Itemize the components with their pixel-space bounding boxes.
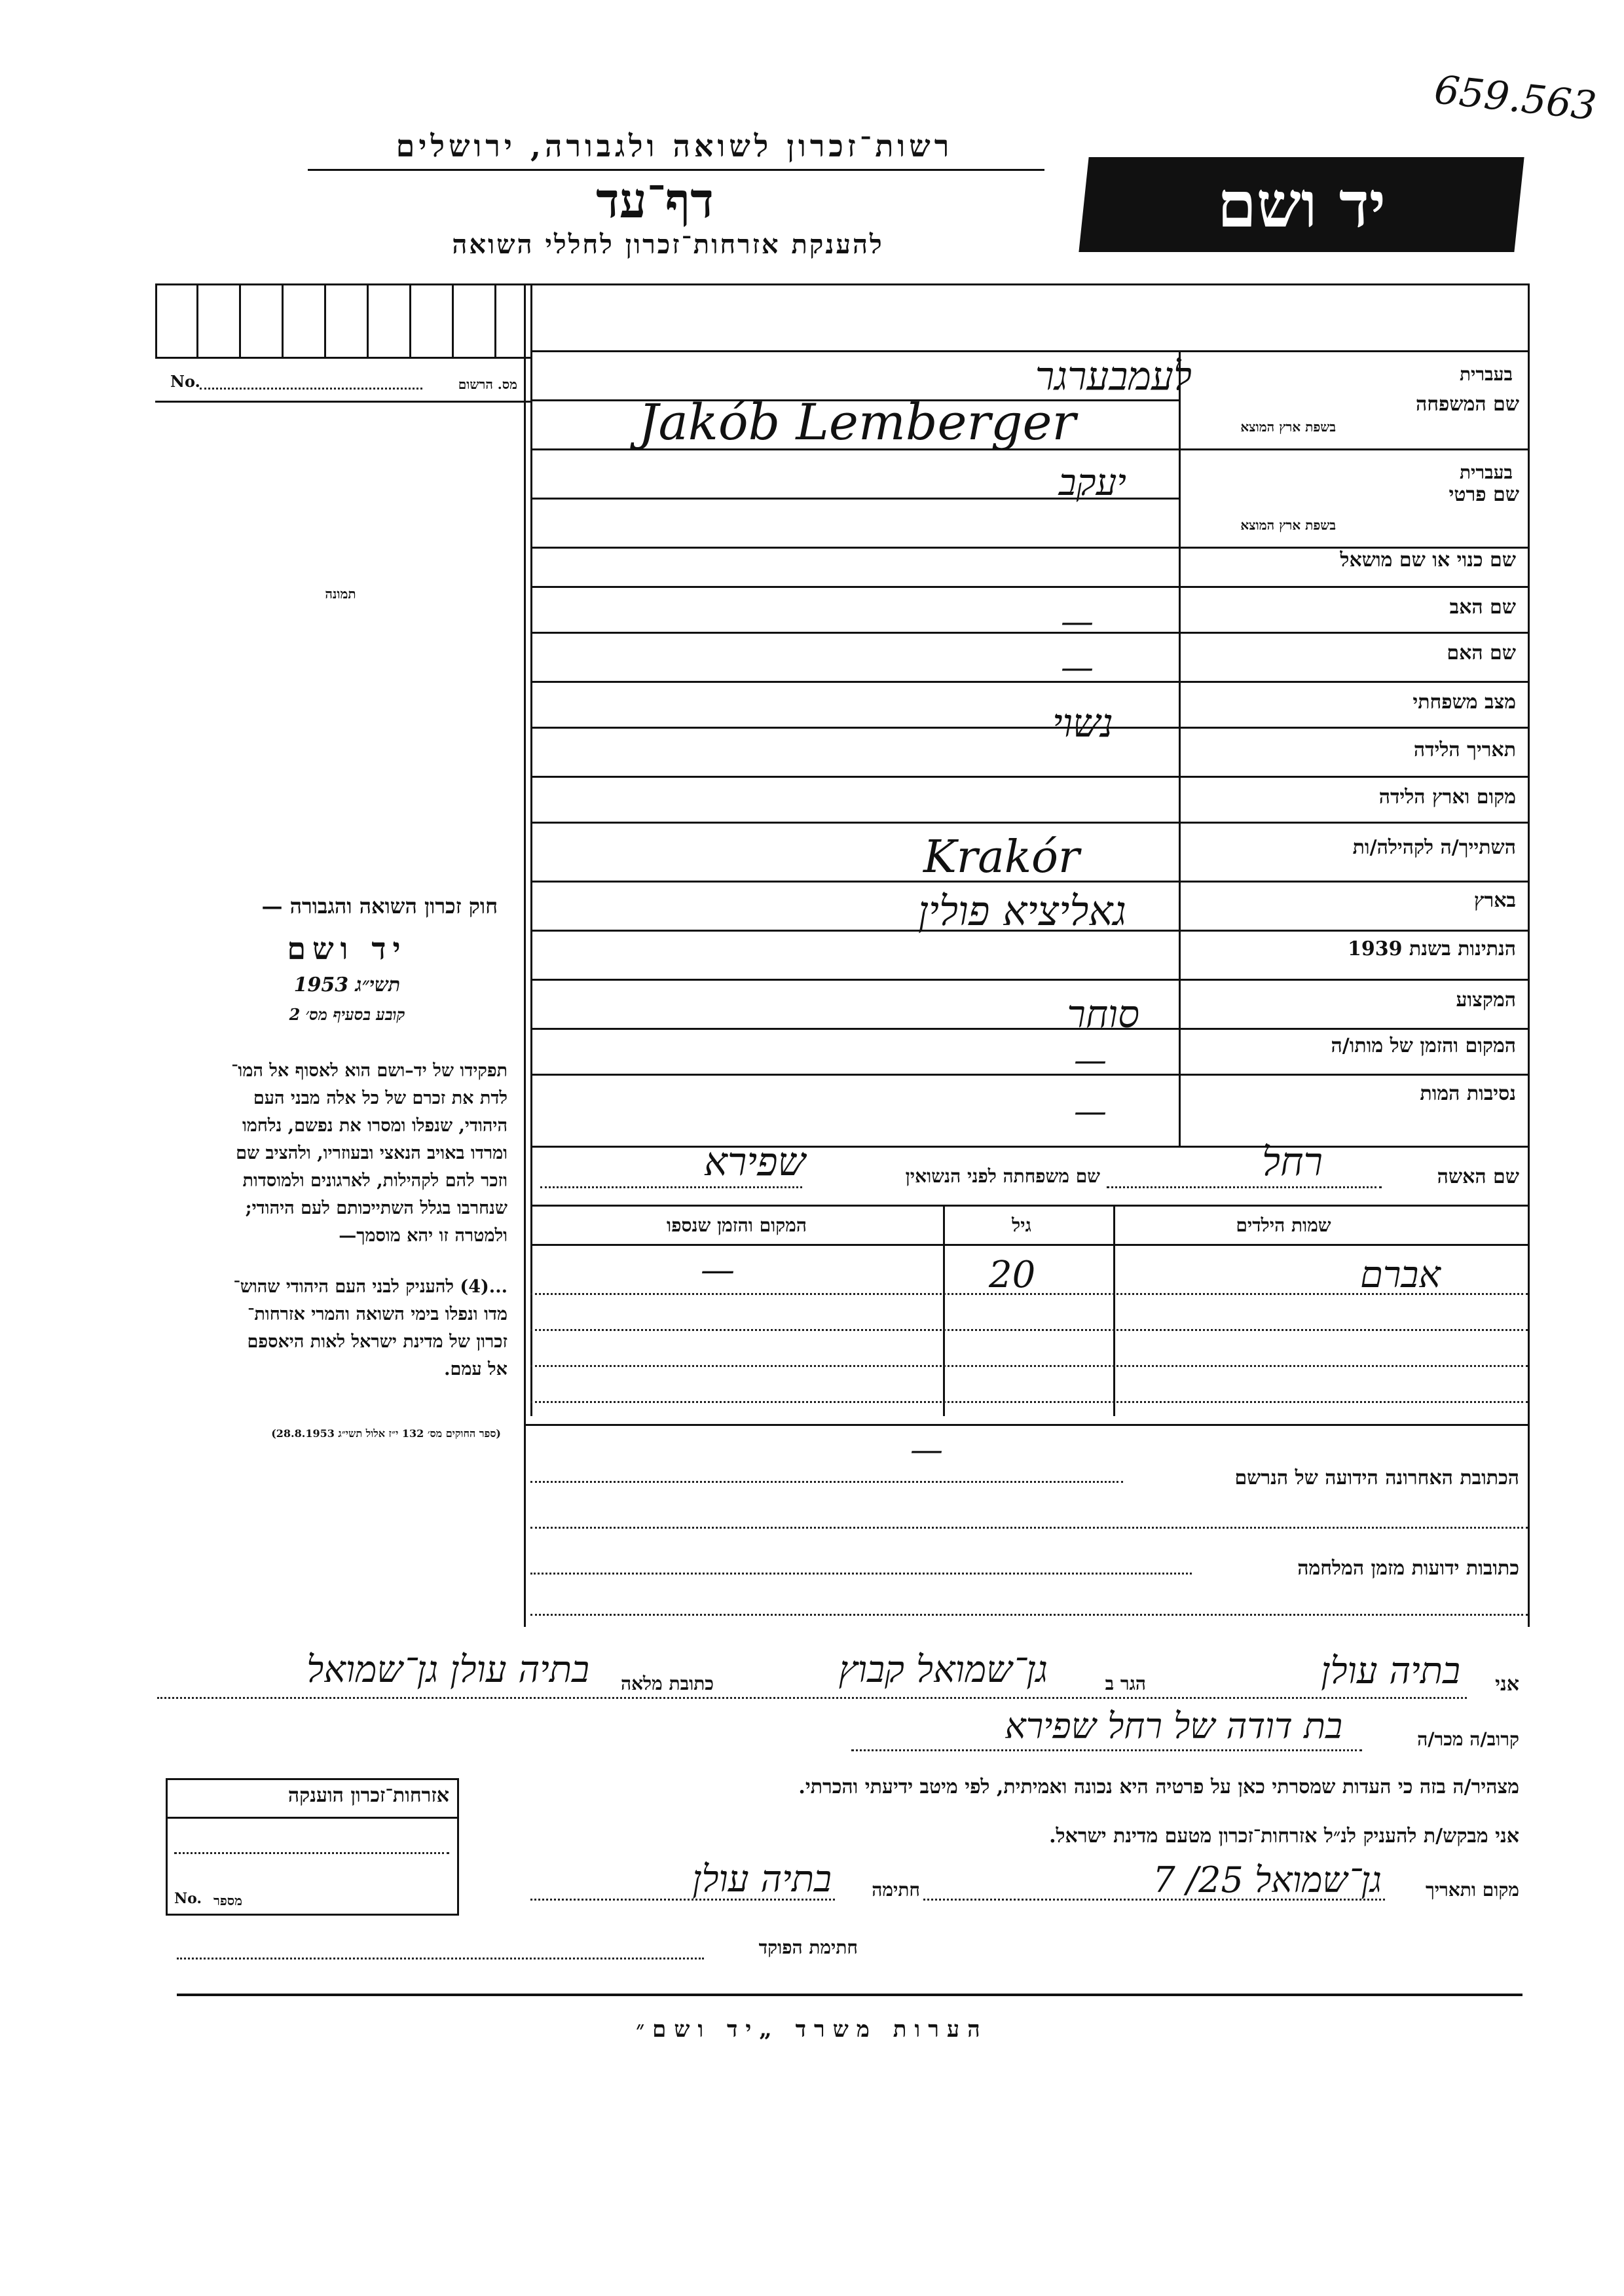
- death-place-label: המקום והזמן של מותו/ה: [1331, 1034, 1516, 1057]
- country-label: בארץ: [1473, 889, 1516, 912]
- law-section: קובע בסעיף מס׳ 2: [289, 1005, 405, 1024]
- law-line: ולמטרה זו יהא מוסמך—: [339, 1226, 507, 1246]
- death-circumstances-value: —: [1074, 1092, 1107, 1130]
- form-title: דף־עד: [596, 173, 714, 229]
- maiden-name-value: שפירא: [703, 1139, 805, 1185]
- nickname-label: שם כנוי או שם מושאל: [1340, 549, 1516, 572]
- law-citation: (ספר החוקים מס׳ 132 י״ז אלול תשי״ג 28.8.1953): [271, 1427, 501, 1440]
- child-death-header: המקום והזמן שנספו: [667, 1214, 807, 1236]
- law-line: תפקידו של יד–ושם הוא לאסוף אל המו־: [231, 1061, 507, 1081]
- community-value: Krakór: [923, 831, 1080, 883]
- full-address-value: בתיה עולן גן־שמואל: [306, 1649, 589, 1691]
- mother-label: שם האם: [1447, 642, 1516, 665]
- law-year: תשי״ג 1953: [293, 974, 401, 996]
- resides-label: הגר ב: [1105, 1673, 1146, 1694]
- birth-place-label: מקום וארץ הלידה: [1378, 786, 1516, 809]
- wife-name-value: רחל: [1261, 1139, 1323, 1185]
- reg-no-en: No.: [170, 372, 200, 391]
- origin-language-label-1: בשפת ארץ המוצא: [1240, 419, 1336, 435]
- child-name-value: אברם: [1359, 1254, 1441, 1296]
- war-addresses-label: כתובות ידועות מזמן המלחמה: [1297, 1557, 1519, 1580]
- birth-date-label: תאריך הלידה: [1413, 738, 1516, 761]
- law-line: ומרדו באויב הנאצי ובעוזריו, ולהציב שם: [236, 1143, 507, 1163]
- request-text: אני מבקש/ת להעניק לנ״ל אזרחות־זכרון מטעם מדינת ישראל.: [1049, 1825, 1519, 1848]
- law-name: יד ושם: [287, 931, 407, 966]
- given-name-label: שם פרטי: [1449, 483, 1519, 506]
- law-heading: חוק זכרון השואה והגבורה —: [261, 894, 498, 919]
- death-circumstances-label: נסיבות המות: [1420, 1082, 1516, 1105]
- reg-no-label: מס. הרשום: [458, 376, 517, 392]
- signature-value: בתיה עולן: [692, 1858, 832, 1901]
- declarant-label: אני: [1495, 1673, 1519, 1696]
- officer-signature-label: חתימת הפוקד: [758, 1937, 858, 1958]
- place-date-label: מקום ותאריך: [1425, 1879, 1519, 1901]
- child-age-header: גיל: [1012, 1214, 1031, 1236]
- last-address-label: הכתובת האחרונה הידועה של הנרשם: [1234, 1467, 1519, 1489]
- profession-value: סוחר: [1067, 992, 1139, 1036]
- law-line: לדת את זכרם של כל אלה מבני העם: [253, 1088, 507, 1108]
- full-address-label: כתובת מלאה: [620, 1673, 714, 1694]
- authority-name: רשות־זכרון לשואה ולגבורה, ירושלים: [396, 128, 953, 164]
- father-value: —: [1061, 602, 1094, 640]
- child-age-value: 20: [989, 1254, 1036, 1296]
- law-line: אל עמם.: [444, 1359, 507, 1379]
- memorial-citizenship-box: [166, 1778, 459, 1916]
- last-address-value: —: [910, 1430, 943, 1468]
- photo-label: תמונה: [325, 586, 356, 602]
- country-value: גאליציא פולין: [918, 887, 1126, 935]
- community-label: השתייך/ה לקהילה/ות: [1352, 836, 1516, 859]
- box-title: אזרחות־זכרון הוענקה: [287, 1784, 449, 1807]
- children-names-header: שמות הילדים: [1236, 1214, 1331, 1236]
- family-name-latin: Jakób Lemberger: [638, 393, 1076, 451]
- family-name-hebrew: לעמבערגר: [1035, 354, 1192, 399]
- box-no-label: מספר: [213, 1893, 242, 1908]
- law-line: מדו ונפלו בימי השואה והמרי אזרחות־: [247, 1304, 507, 1324]
- catalog-number: 659.563: [1432, 67, 1599, 130]
- relative-label: קרוב/ה מכר/ה: [1417, 1728, 1519, 1750]
- maiden-name-label: שם משפחתה לפני הנשואין: [905, 1165, 1100, 1187]
- marital-label: מצב משפחתי: [1412, 691, 1516, 714]
- law-line: ...(4) להעניק לבני העם היהודי שהוש־: [233, 1277, 507, 1297]
- citizenship-label: הנתינות בשנת 1939: [1347, 938, 1516, 960]
- logo-text: יד ושם: [1217, 168, 1386, 242]
- declaration-text: מצהיר/ה בזה כי העדות שמסרתי כאן על פרטיה היא נכונה ואמיתית, לפי מיטב ידיעתי והכרתי.: [798, 1776, 1519, 1798]
- law-paragraph-1: [160, 1057, 507, 1250]
- law-line: היהודי, שנפלו ומסרו את נפשם, נלחמו: [242, 1116, 507, 1136]
- yad-vashem-logo: [1079, 157, 1524, 252]
- law-line: זכרון של מדינת ישראל לאות היאספם: [247, 1332, 507, 1352]
- in-hebrew-label-2: בעברית: [1459, 462, 1513, 483]
- father-label: שם האב: [1449, 596, 1516, 619]
- given-name-hebrew: יעקב: [1058, 462, 1126, 504]
- law-paragraph-2: [160, 1273, 507, 1383]
- marital-value: נשוי: [1052, 701, 1113, 746]
- resides-value: גן־שמואל קבוץ: [838, 1649, 1048, 1691]
- death-place-value: —: [1074, 1041, 1107, 1079]
- declarant-name: בתיה עולן: [1321, 1650, 1460, 1692]
- form-subtitle: להענקת אזרחות־זכרון לחללי השואה: [452, 229, 884, 260]
- in-hebrew-label-1: בעברית: [1459, 363, 1513, 385]
- law-line: שנחרבו בגלל השתייכותם לעם היהודי;: [245, 1198, 507, 1218]
- signature-label: חתימה: [872, 1879, 920, 1901]
- profession-label: המקצוע: [1456, 989, 1516, 1011]
- relative-value: בת דודה של רחל שפירא: [1005, 1705, 1342, 1747]
- child-death-value: —: [701, 1250, 735, 1290]
- family-name-label: שם המשפחה: [1415, 393, 1519, 416]
- office-notes-label: הערות משרד „יד ושם״: [636, 2016, 988, 2043]
- box-no-en: No.: [174, 1890, 202, 1907]
- law-line: וזכר להם לקהילות, לארגונים ולמוסדות: [242, 1171, 507, 1191]
- origin-language-label-2: בשפת ארץ המוצא: [1240, 517, 1336, 533]
- wife-label: שם האשה: [1437, 1165, 1519, 1188]
- place-date-value: גן־שמואל 25/ 7: [1153, 1859, 1382, 1901]
- mother-value: —: [1061, 648, 1094, 686]
